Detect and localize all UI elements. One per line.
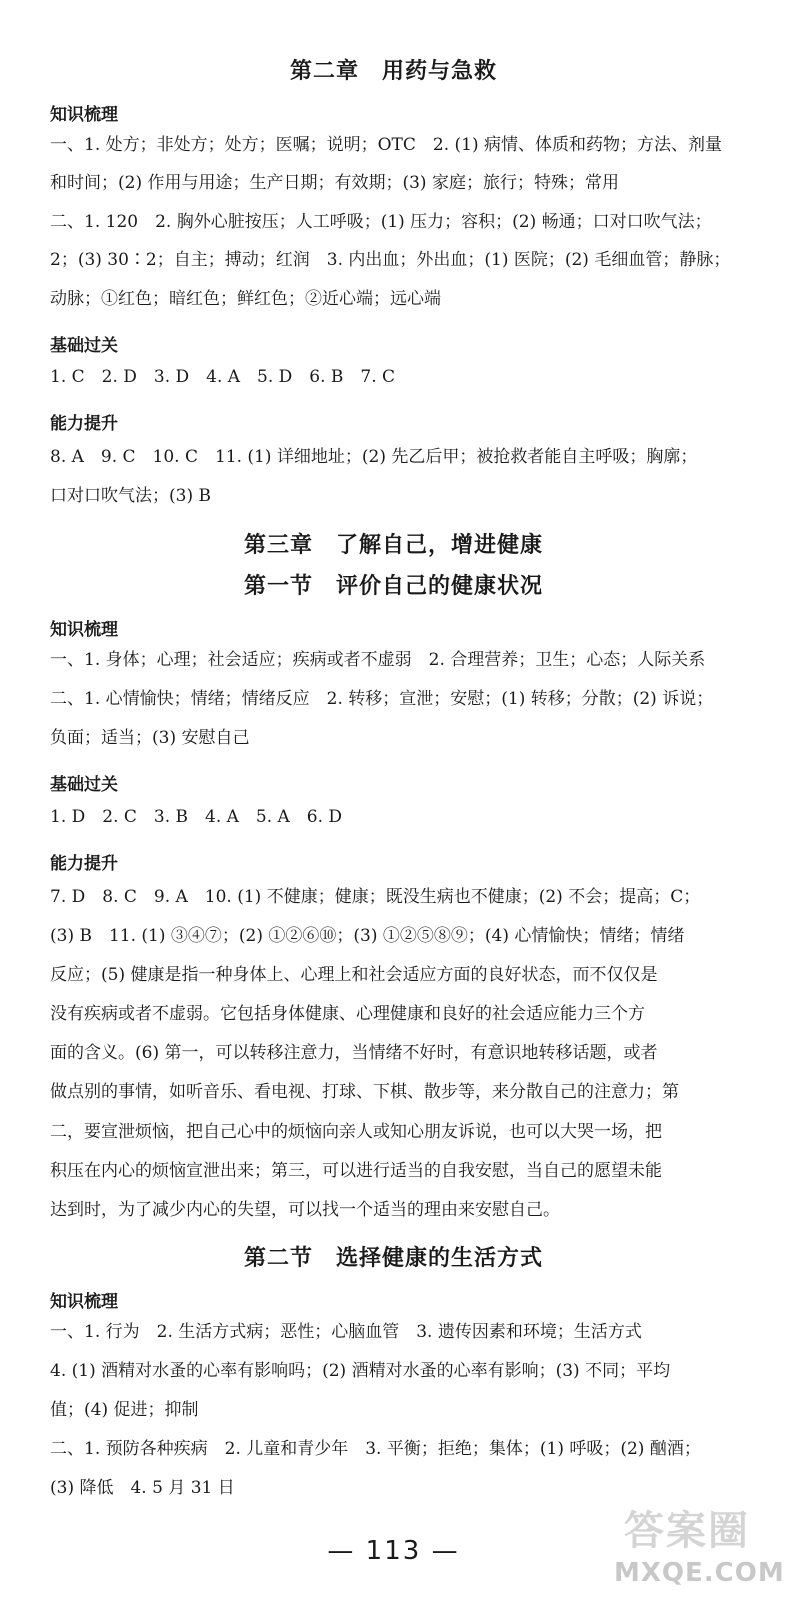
- ch2-jichu-heading: 基础过关: [50, 336, 118, 356]
- ch2-jichu-line: 1. C 2. D 3. D 4. A 5. D 6. B 7. C: [50, 367, 396, 387]
- s1-nengli-line: (3) B 11. (1) ③④⑦；(2) ①②⑥⑩；(3) ①②⑤⑧⑨；(4) 心情愉快；情绪；情绪: [50, 926, 685, 946]
- section-1-title: 第一节 评价自己的健康状况: [243, 574, 543, 599]
- s1-nengli-line: 面的含义。(6) 第一，可以转移注意力，当情绪不好时，有意识地转移话题，或者: [50, 1043, 658, 1063]
- s2-zhishi-line: 值；(4) 促进；抑制: [50, 1400, 199, 1420]
- watermark-logo: [594, 1497, 785, 1592]
- s1-nengli-line: 积压在内心的烦恼宣泄出来；第三，可以进行适当的自我安慰，当自己的愿望未能: [50, 1161, 662, 1181]
- s1-zhishi-line: 二、1. 心情愉快；情绪；情绪反应 2. 转移；宣泄；安慰；(1) 转移；分散；(2) 诉说；: [50, 689, 714, 709]
- s2-zhishi-heading: 知识梳理: [50, 1292, 118, 1312]
- chapter-3-title: 第三章 了解自己，增进健康: [243, 533, 543, 558]
- s1-nengli-line: 反应；(5) 健康是指一种身体上、心理上和社会适应方面的良好状态，而不仅仅是: [50, 965, 658, 985]
- s1-nengli-line: 达到时，为了减少内心的失望，可以找一个适当的理由来安慰自己。: [50, 1200, 560, 1220]
- s1-nengli-line: 7. D 8. C 9. A 10. (1) 不健康；健康；既没生病也不健康；(2) 不会；提高；C；: [50, 887, 701, 907]
- watermark-site: MXQE.COM: [614, 1558, 785, 1588]
- page-number: — 113 —: [327, 1536, 460, 1566]
- s2-zhishi-line: 4. (1) 酒精对水蚤的心率有影响吗；(2) 酒精对水蚤的心率有影响；(3) 不同；平均: [50, 1361, 671, 1381]
- ch2-nengli-heading: 能力提升: [50, 414, 118, 434]
- s2-zhishi-line: (3) 降低 4. 5 月 31 日: [50, 1478, 235, 1498]
- ch2-nengli-line: 口对口吹气法；(3) B: [50, 486, 211, 506]
- s1-nengli-heading: 能力提升: [50, 854, 118, 874]
- ch2-zhishi-line: 一、1. 处方；非处方；处方；医嘱；说明；OTC 2. (1) 病情、体质和药物；方法、剂量: [50, 135, 723, 155]
- watermark-seal: 答案圈: [624, 1508, 750, 1554]
- s1-zhishi-heading: 知识梳理: [50, 620, 118, 640]
- ch2-zhishi-line: 动脉；①红色；暗红色；鲜红色；②近心端；远心端: [50, 289, 441, 309]
- s1-zhishi-line: 负面；适当；(3) 安慰自己: [50, 728, 250, 748]
- ch2-zhishi-heading: 知识梳理: [50, 105, 118, 125]
- chapter-2-title: 第二章 用药与急救: [289, 59, 497, 84]
- section-2-title: 第二节 选择健康的生活方式: [243, 1246, 543, 1271]
- s2-zhishi-line: 一、1. 行为 2. 生活方式病；恶性；心脑血管 3. 遗传因素和环境；生活方式: [50, 1322, 642, 1342]
- s1-zhishi-line: 一、1. 身体；心理；社会适应；疾病或者不虚弱 2. 合理营养；卫生；心态；人际关系: [50, 650, 706, 670]
- s1-nengli-line: 做点别的事情，如听音乐、看电视、打球、下棋、散步等，来分散自己的注意力；第: [50, 1082, 679, 1102]
- s1-nengli-line: 没有疾病或者不虚弱。它包括身体健康、心理健康和良好的社会适应能力三个方: [50, 1004, 645, 1024]
- s1-jichu-heading: 基础过关: [50, 775, 118, 795]
- ch2-zhishi-line: 二、1. 120 2. 胸外心脏按压；人工呼吸；(1) 压力；容积；(2) 畅通；口对口吹气法；: [50, 212, 712, 232]
- s1-jichu-line: 1. D 2. C 3. B 4. A 5. A 6. D: [50, 807, 343, 827]
- s1-nengli-line: 二，要宣泄烦恼，把自己心中的烦恼向亲人或知心朋友诉说，也可以大哭一场，把: [50, 1122, 662, 1142]
- ch2-zhishi-line: 和时间；(2) 作用与用途；生产日期；有效期；(3) 家庭；旅行；特殊；常用: [50, 173, 619, 193]
- s2-zhishi-line: 二、1. 预防各种疾病 2. 儿童和青少年 3. 平衡；拒绝；集体；(1) 呼吸；(2) 酗酒；: [50, 1439, 701, 1459]
- ch2-nengli-line: 8. A 9. C 10. C 11. (1) 详细地址；(2) 先乙后甲；被抢救者能自主呼吸；胸廓；: [50, 447, 698, 467]
- ch2-zhishi-line: 2；(3) 30∶2；自主；搏动；红润 3. 内出血；外出血；(1) 医院；(2) 毛细血管；静脉；: [50, 250, 731, 270]
